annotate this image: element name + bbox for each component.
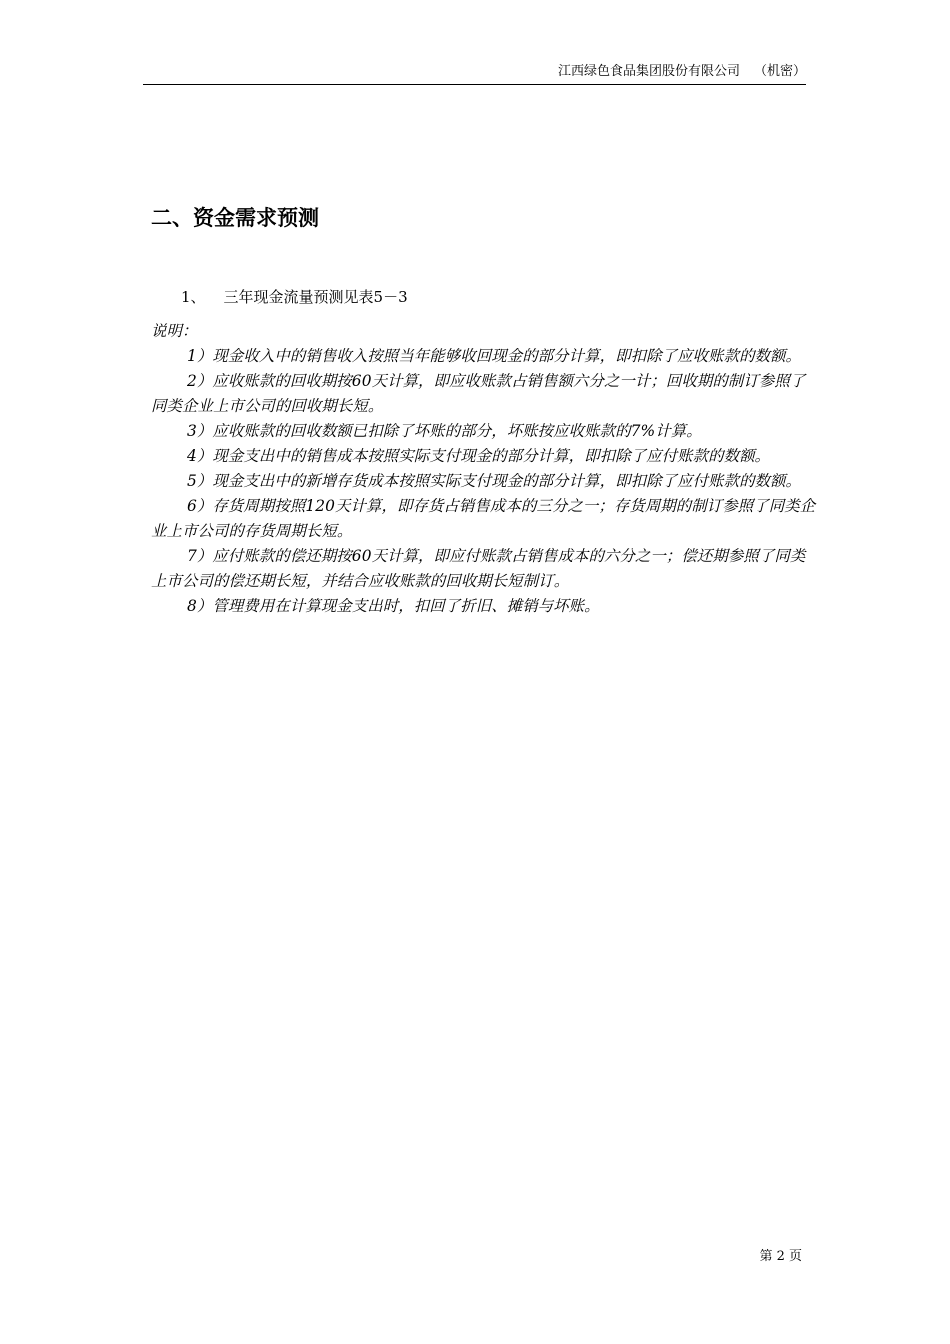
note-paragraph-8: 8）管理费用在计算现金支出时，扣回了折旧、摊销与坏账。 [187, 597, 600, 615]
note-paragraph-1: 1）现金收入中的销售收入按照当年能够收回现金的部分计算，即扣除了应收账款的数额。 [187, 347, 802, 365]
notes-label: 说明： [151, 322, 198, 340]
header-company-name: 江西绿色食品集团股份有限公司 [557, 64, 740, 79]
note-paragraph-2: 2）应收账款的回收期按60天计算，即应收账款占销售额六分之一计；回收期的制订参照了同类企业上市公司的回收期长短。 [151, 372, 806, 415]
note-paragraph-6: 6）存货周期按照120天计算，即存货占销售成本的三分之一；存货周期的制订参照了同类企业上市公司的存货周期长短。 [151, 497, 816, 540]
note-paragraph-7: 7）应付账款的偿还期按60天计算，即应付账款占销售成本的六分之一；偿还期参照了同类上市公司的偿还期长短，并结合应收账款的回收期长短制订。 [151, 547, 806, 590]
item-text: 三年现金流量预测见表5－3 [223, 288, 408, 306]
header-classification: （机密） [753, 64, 806, 79]
item-heading [181, 286, 408, 308]
note-paragraph-4: 4）现金支出中的销售成本按照实际支付现金的部分计算，即扣除了应付账款的数额。 [187, 447, 771, 465]
notes-block [151, 319, 819, 619]
note-paragraph-3: 3）应收账款的回收数额已扣除了坏账的部分，坏账按应收账款的7%计算。 [187, 422, 702, 440]
page-number: 第 2 页 [759, 1249, 802, 1264]
section-title: 二、资金需求预测 [151, 206, 319, 230]
note-paragraph-5: 5）现金支出中的新增存货成本按照实际支付现金的部分计算，即扣除了应付账款的数额。 [187, 472, 802, 490]
page-header [143, 62, 806, 85]
item-number: 1、 [181, 288, 206, 306]
